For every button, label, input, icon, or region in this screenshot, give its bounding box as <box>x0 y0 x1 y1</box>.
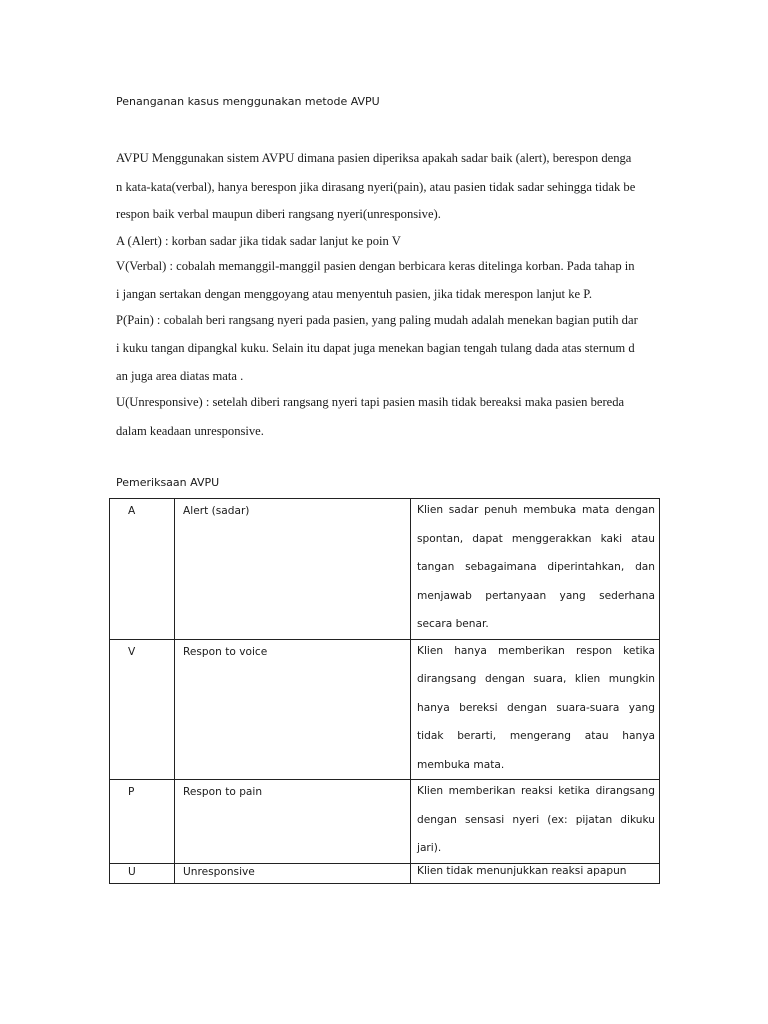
body-line: P(Pain) : cobalah beri rangsang nyeri pada pasien, yang paling mudah adalah menekan bagian putih dar <box>116 313 638 327</box>
table-row <box>110 639 660 780</box>
avpu-description-text: Klien sadar penuh membuka mata dengan spontan, dapat menggerakkan kaki atau tangan sebagaimana diperintahkan, dan menjawab pertanyaan yang sederhana secara benar. <box>417 504 655 630</box>
avpu-code: P <box>110 780 175 864</box>
avpu-code: U <box>110 863 175 883</box>
avpu-description <box>411 863 660 883</box>
avpu-description-text: Klien memberikan reaksi ketika dirangsang dengan sensasi nyeri (ex: pijatan dikuku jari). <box>417 785 655 854</box>
body-line: an juga area diatas mata . <box>116 369 244 383</box>
avpu-name: Unresponsive <box>175 863 411 883</box>
body-line: U(Unresponsive) : setelah diberi rangsang nyeri tapi pasien masih tidak bereaksi maka pasien bereda <box>116 395 625 409</box>
avpu-description-text: Klien hanya memberikan respon ketika dirangsang dengan suara, klien mungkin hanya bereksi dengan suara-suara yang tidak berarti, mengerang atau hanya membuka mata. <box>417 644 655 771</box>
avpu-code: V <box>110 639 175 780</box>
avpu-description <box>411 780 660 864</box>
table-row <box>110 863 660 883</box>
avpu-table <box>109 498 660 884</box>
avpu-name: Respon to pain <box>175 780 411 864</box>
document-title: Penanganan kasus menggunakan metode AVPU <box>116 95 380 108</box>
body-line: n kata-kata(verbal), hanya berespon jika dirasang nyeri(pain), atau pasien tidak sadar sehingga tidak be <box>116 180 636 194</box>
body-line: AVPU Menggunakan sistem AVPU dimana pasien diperiksa apakah sadar baik (alert), berespon denga <box>116 151 632 165</box>
body-line: A (Alert) : korban sadar jika tidak sadar lanjut ke poin V <box>116 234 401 248</box>
section-title: Pemeriksaan AVPU <box>116 476 220 489</box>
table-row <box>110 780 660 864</box>
body-line: i kuku tangan dipangkal kuku. Selain itu dapat juga menekan bagian tengah tulang dada atas sternum d <box>116 341 635 355</box>
avpu-description <box>411 639 660 780</box>
table-row <box>110 499 660 640</box>
body-line: respon baik verbal maupun diberi rangsang nyeri(unresponsive). <box>116 207 441 221</box>
body-line: dalam keadaan unresponsive. <box>116 424 264 438</box>
avpu-code: A <box>110 499 175 640</box>
avpu-description <box>411 499 660 640</box>
body-line: V(Verbal) : cobalah memanggil-manggil pasien dengan berbicara keras ditelinga korban. Pada tahap in <box>116 259 635 273</box>
avpu-name: Respon to voice <box>175 639 411 780</box>
avpu-description-text: Klien tidak menunjukkan reaksi apapun <box>417 864 627 877</box>
avpu-name: Alert (sadar) <box>175 499 411 640</box>
body-line: i jangan sertakan dengan menggoyang atau menyentuh pasien, jika tidak merespon lanjut ke P. <box>116 287 592 301</box>
